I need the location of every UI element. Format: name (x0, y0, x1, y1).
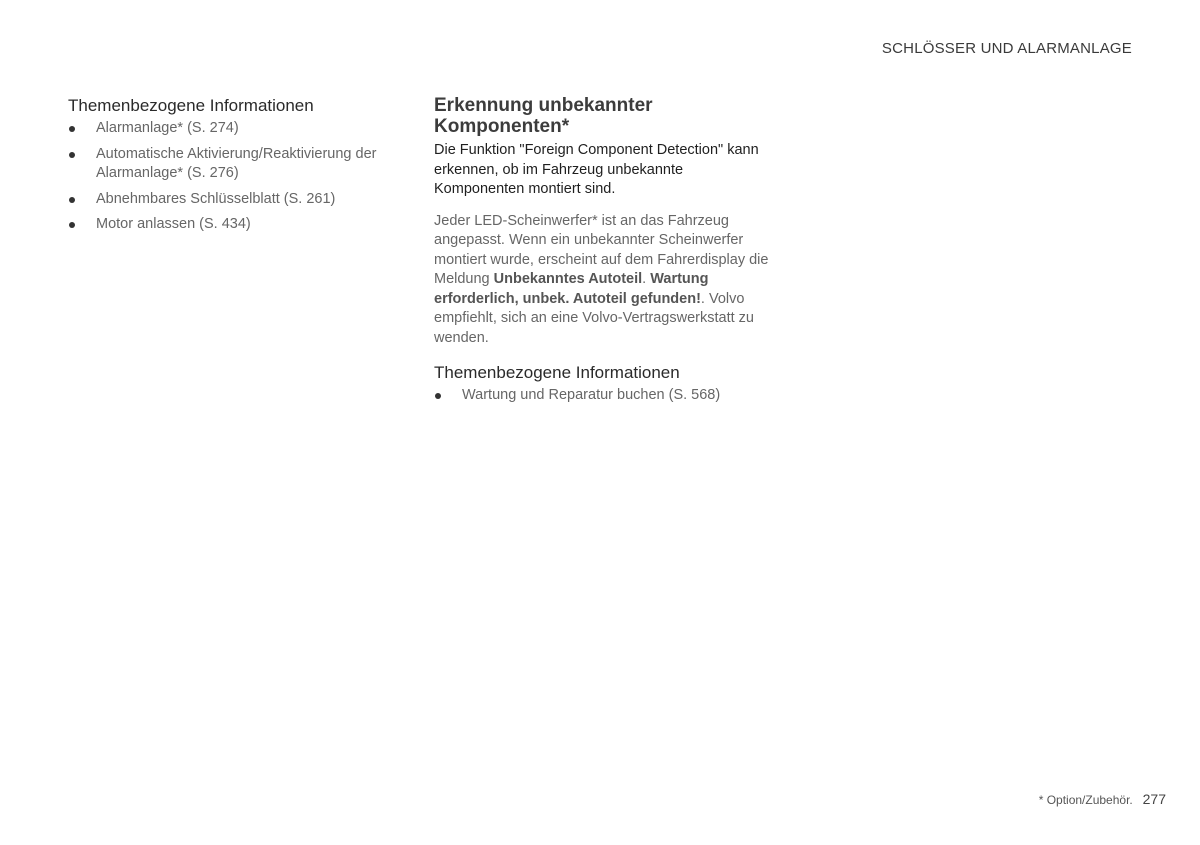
page-number: 277 (1142, 791, 1166, 807)
display-message-name: Unbekanntes Autoteil (493, 271, 643, 287)
article-related-section (434, 362, 774, 406)
bullet-icon (435, 393, 441, 399)
list-item-label: Motor anlassen (S. 434) (96, 216, 251, 232)
running-header: SCHLÖSSER UND ALARMANLAGE (881, 40, 1132, 57)
article-title: Erkennung unbekannter Komponenten* (434, 95, 653, 137)
related-info-heading: Themenbezogene Informationen (68, 96, 314, 115)
list-item-label: Abnehmbares Schlüsselblatt (S. 261) (96, 190, 336, 207)
article-body (434, 212, 774, 349)
list-item-label: Wartung und Reparatur buchen (S. 568) (462, 387, 721, 403)
body-text-part: . Volvo empfiehlt, sich an eine Volvo-Vertragswerkstatt zu wenden. (434, 290, 754, 346)
bullet-icon (69, 126, 75, 132)
left-column (68, 95, 408, 241)
list-item[interactable] (68, 215, 408, 235)
article-column (434, 95, 774, 412)
bullet-icon (69, 222, 75, 228)
related-info-list (434, 386, 774, 406)
list-item[interactable] (68, 119, 408, 139)
body-text-part: Jeder LED-Scheinwerfer* ist an das Fahrzeug angepasst. Wenn ein unbekannter Scheinwerfer montiert wurde, erscheint auf dem Fahrerdisplay die Meldung (434, 212, 769, 287)
body-text-separator: . (642, 271, 651, 287)
bullet-icon (69, 152, 75, 158)
list-item[interactable] (68, 190, 408, 210)
list-item-label: Automatische Aktivierung/Reaktivierung der Alarmanlage* (S. 276) (96, 145, 377, 181)
display-message-text: Wartung erforderlich, unbek. Autoteil gefunden! (434, 271, 709, 307)
list-item[interactable] (68, 145, 408, 184)
article-intro: Die Funktion "Foreign Component Detection" kann erkennen, ob im Fahrzeug unbekannte Komponenten montiert sind. (434, 142, 759, 197)
related-info-heading: Themenbezogene Informationen (434, 363, 680, 382)
bullet-icon (69, 197, 75, 203)
related-info-list (68, 119, 408, 235)
footnote: * Option/Zubehör. (1038, 793, 1133, 807)
list-item-label: Alarmanlage* (S. 274) (96, 120, 239, 136)
list-item[interactable] (434, 386, 774, 406)
page-footer (1039, 791, 1166, 807)
